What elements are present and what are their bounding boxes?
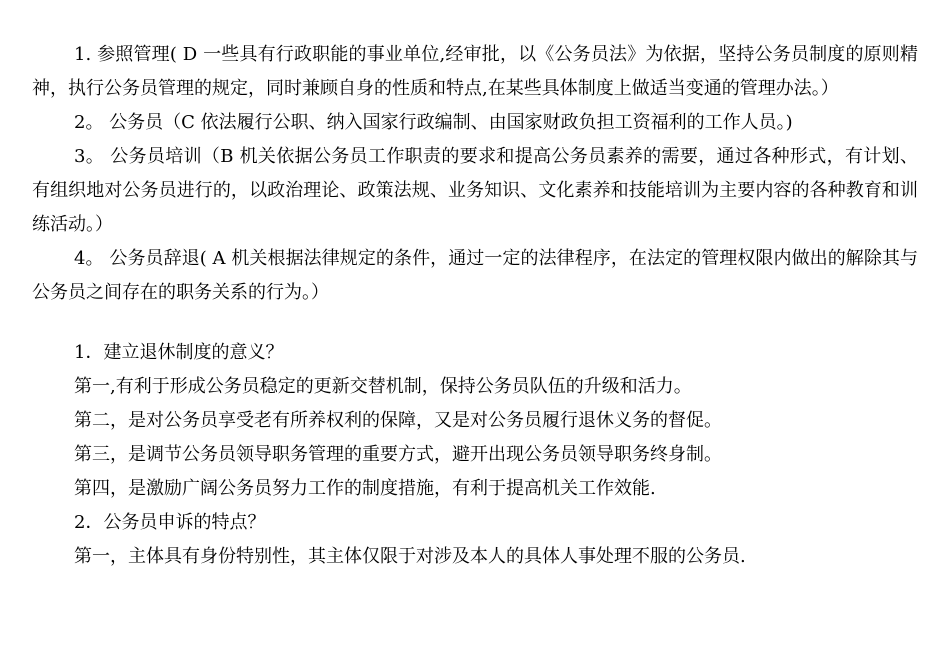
answer-line-3: 第三，是调节公务员领导职务管理的重要方式，避开出现公务员领导职务终身制。 xyxy=(74,444,722,465)
section-spacer xyxy=(32,310,918,336)
question-heading-retirement: 1．建立退休制度的意义？ xyxy=(74,342,284,363)
answer-line-5: 第一，主体具有身份特别性，其主体仅限于对涉及本人的具体人事处理不服的公务员. xyxy=(74,546,746,567)
definition-paragraph-3: 3。 公务员培训（B 机关依据公务员工作职责的要求和提高公务员素养的需要，通过各种形式，有计划、有组织地对公务员进行的，以政治理论、政策法规、业务知识、文化素养和技能培训为主要内容的各种教育和训练活动。） xyxy=(32,146,918,235)
question-heading-appeal: 2．公务员申诉的特点？ xyxy=(74,512,266,533)
definition-paragraph-1: 1. 参照管理( D 一些具有行政职能的事业单位,经审批，以《公务员法》为依据，坚持公务员制度的原则精神，执行公务员管理的规定，同时兼顾自身的性质和特点,在某些具体制度上做适当变通的管理办法。） xyxy=(32,44,918,99)
document-page xyxy=(32,38,918,574)
definition-paragraph-2: 2。 公务员（C 依法履行公职、纳入国家行政编制、由国家财政负担工资福利的工作人员。) xyxy=(74,112,793,133)
definition-paragraph-4: 4。 公务员辞退( A 机关根据法律规定的条件，通过一定的法律程序，在法定的管理权限内做出的解除其与公务员之间存在的职务关系的行为。） xyxy=(32,248,918,303)
answer-line-2: 第二，是对公务员享受老有所养权利的保障，又是对公务员履行退休义务的督促。 xyxy=(74,410,722,431)
answer-line-1: 第一,有利于形成公务员稳定的更新交替机制，保持公务员队伍的升级和活力。 xyxy=(74,376,692,397)
answer-line-4: 第四，是激励广阔公务员努力工作的制度措施，有利于提高机关工作效能. xyxy=(74,478,656,499)
